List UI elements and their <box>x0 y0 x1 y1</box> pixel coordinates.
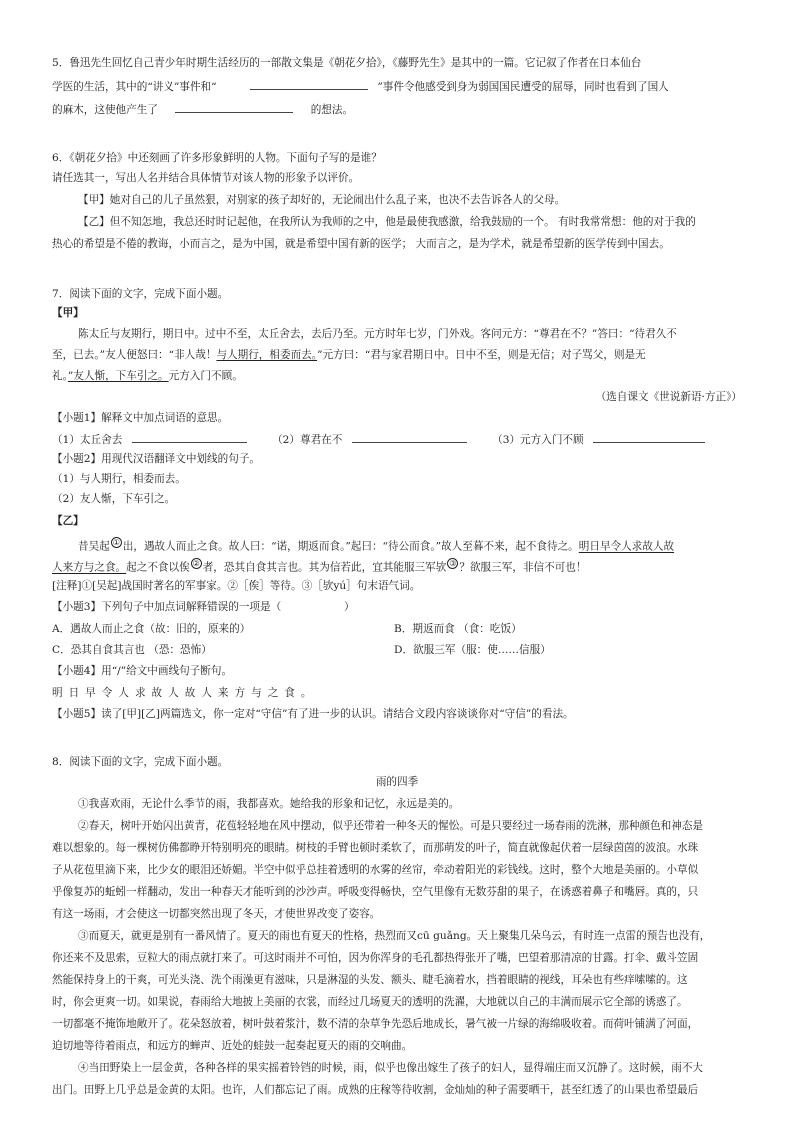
q7-underlined-sentence-3a: 明日早令人求故人故 <box>578 540 675 553</box>
q8-para-2-line-4: 乎像复苏的蚯蚓一样翻动，发出一种春天才能听到的沙沙声。呼吸变得畅快，空气里像有无数芬甜的果子，在诱惑着鼻子和嘴唇。真的，只 <box>52 886 699 898</box>
q8-para-1: ①我喜欢雨，无论什么季节的雨，我都喜欢。她给我的形象和记忆，永远是美的。 <box>78 798 460 810</box>
q8-para-3-line-4: 时，你会更爽一切。如果说，春雨给大地披上美丽的衣裳，而经过几场夏天的透明的洗濯，大地就以自己的丰满而展示它全部的诱惑了。 <box>52 996 688 1008</box>
q5-line-3-text-a: 的麻木，这使他产生了 <box>52 104 158 116</box>
q6-instruction: 请任选其一，写出人名并结合具体情节对该人物的形象予以评价。 <box>52 172 360 184</box>
q7-jia-line-3-text-b: 元方入门不顾。 <box>168 370 243 382</box>
q7-jia-line-3-text-a: 礼。 <box>52 370 68 382</box>
q7-sub1-blank-1[interactable] <box>132 432 247 443</box>
q7-sub3-option-b[interactable]: B．期返而食 （食：吃饭） <box>394 623 522 635</box>
q7-source: （选自课文《世说新语·方正》） <box>595 391 742 403</box>
q5-line-3-text-b: 的想法。 <box>310 104 354 116</box>
q7-jia-line-2 <box>52 348 646 362</box>
q7-sub3-option-c[interactable]: C．恐其自食其言也 （恐：恐怖） <box>52 644 212 656</box>
q7-sub1-blank-2[interactable] <box>352 432 467 443</box>
q7-sub1-item-3: （3）元方入门不顾 <box>492 434 584 446</box>
q7-sub2-item-2: （2）友人惭，下车引之。 <box>52 493 176 505</box>
q7-note-mark-2: ② <box>192 559 200 568</box>
q7-jia-label: 【甲】 <box>52 307 84 319</box>
q7-note-mark-3: ③ <box>449 559 457 568</box>
q7-sub3-close: ） <box>343 601 355 613</box>
q7-yi-line-2 <box>52 558 587 575</box>
q8-para-2-line-5: 有这一场雨，才会使这一切都突然出现了冬天，才使世界改变了姿容。 <box>52 908 381 920</box>
q7-jia-line-2-text-c: ”元方曰：“君与家君期日中。日中不至，则是无信；对子骂父，则是无 <box>317 349 646 361</box>
q7-jia-line-1: 陈太丘与友期行，期日中。过中不至，太丘舍去，去后乃至。元方时年七岁，门外戏。客问元方：“尊君在不？”答曰：“待君久不 <box>78 328 677 340</box>
q7-title: 7．阅读下面的文字，完成下面小题。 <box>52 288 229 300</box>
q7-sub1-title: 【小题1】解释文中加点词语的意思。 <box>52 412 229 424</box>
q7-sub5-title: 【小题5】读了[甲][乙]两篇选文，你一定对“守信”有了进一步的认识。请结合文段内容谈谈你对“守信”的看法。 <box>52 708 574 720</box>
q8-para-4-line-1: ④当田野染上一层金黄，各种各样的果实摇着铃铛的时候，雨，似乎也像出嫁生了孩子的妇人，显得端庄而又沉静了。这时候，雨不大 <box>78 1062 704 1074</box>
q8-essay-title: 雨的四季 <box>375 776 419 788</box>
q7-notes: [注释]①[吴起]战国时著名的军事家。②［俟］等待。③［欤yú］句末语气词。 <box>52 580 421 592</box>
q7-sub2-item-1: （1）与人期行，相委而去。 <box>52 473 186 485</box>
q5-line-1: 5．鲁迅先生回忆自己青少年时期生活经历的一部散文集是《朝花夕拾》，《藤野先生》是其中的一篇。它记叙了作者在日本仙台 <box>52 57 642 69</box>
q7-sub4-sentence: 明日早令人求故人故人来方与之食。 <box>52 687 318 699</box>
q7-jia-line-2-text-a: 至，已去。”友人便怒曰：“非人哉！ <box>52 349 217 361</box>
q7-yi-label: 【乙】 <box>52 515 84 527</box>
q6-title: 6．《朝花夕拾》中还刻画了许多形象鲜明的人物。下面句子写的是谁？ <box>52 152 382 164</box>
q7-yi-text-5: ？欲服三军，非信不可也！ <box>459 561 587 574</box>
q8-para-3-line-3: 然能保持身上的干爽，可光头浇、洗个雨澡更有滋味，只是淋湿的头发、额头、睫毛滴着水，挡着眼睛的视线，耳朵也有些痒嗦嗦的。这 <box>52 974 688 986</box>
q8-para-3-line-2: 你还来不及思索，豆粒大的雨点就打来了。可这时雨并不可怕，因为你浑身的毛孔都热得张开了嘴，巴望着那清凉的甘露。打伞、戴斗笠固 <box>52 952 699 964</box>
q7-yi-text-3: 起之不食以俟 <box>126 561 190 574</box>
q5-line-3 <box>52 102 353 117</box>
q8-para-3-line-1: ③而夏天，就更是别有一番风情了。夏天的雨也有夏天的性格，热烈而又cū guǎng。天上聚集几朵乌云，有时连一点雷的预告也没有， <box>78 930 711 942</box>
q7-yi-line-1 <box>78 537 674 554</box>
q7-sub4-title: 【小题4】用“/”给文中画线句子断句。 <box>52 665 233 677</box>
q7-sub3-option-a[interactable]: A．遇故人而止之食（故：旧的，原来的） <box>52 623 251 635</box>
q7-sub3-option-d[interactable]: D．欲服三军（服：使……信服） <box>394 644 551 656</box>
q7-sub1-item-1: （1）太丘舍去 <box>52 434 123 446</box>
q7-note-mark-1: ① <box>112 538 120 547</box>
q7-sub1-items <box>52 432 705 447</box>
q7-sub2-title: 【小题2】用现代汉语翻译文中划线的句子。 <box>52 453 261 465</box>
q8-para-2-line-2: 难以想象的。每一棵树仿佛都睁开特别明亮的眼睛。树枝的手臂也顿时柔软了，而那萌发的叶子，简直就像起伏着一层绿茵茵的波浪。水珠 <box>52 842 699 854</box>
q8-para-4-line-2: 出门。田野上几乎总是金黄的太阳。也许，人们都忘记了雨。成熟的庄稼等待收割，金灿灿的种子需要晒干，甚至红透了的山果也希望最后 <box>52 1084 699 1096</box>
q5-line-2-text-b: ”事件令他感受到身为弱国国民遭受的屈辱，同时也看到了国人 <box>377 81 669 93</box>
q7-sub3-text: 【小题3】下列句子中加点词解释错误的一项是（ <box>52 601 282 613</box>
q7-sub1-item-2: （2）尊君在不 <box>272 434 343 446</box>
q7-underlined-sentence-3b: 人来方与之食。 <box>52 561 127 574</box>
q5-line-2 <box>52 79 669 94</box>
q5-blank-idea[interactable] <box>175 102 293 113</box>
q6-option-yi-line-2: 热心的希望是不倦的教诲，小而言之，是为中国，就是希望中国有新的医学； 大而言之，是为学术，就是希望新的医学传到中国去。 <box>52 238 670 250</box>
q7-yi-text-2: 出，遇故人而止之食。故人曰：“诺，期返而食。”起曰：“待公而食。”故人至暮不来，起不食待之。 <box>122 540 579 553</box>
q7-jia-line-3 <box>52 369 243 383</box>
q5-line-2-text-a: 学医的生活，其中的“讲义”事件和“ <box>52 81 217 93</box>
q7-yi-text-4: 者，恐其自食其言也。其为信若此，宜其能服三军欤 <box>202 561 447 574</box>
q8-title: 8．阅读下面的文字，完成下面小题。 <box>52 756 229 768</box>
q8-para-3-line-5: 一切都毫不掩饰地敞开了。花朵怒放着，树叶鼓着浆汁，数不清的杂草争先恐后地成长，暑气被一片绿的海绵吸收着。而荷叶铺满了河面， <box>52 1018 699 1030</box>
q8-para-2-line-3: 子从花苞里滴下来，比少女的眼泪还娇媚。半空中似乎总挂着透明的水雾的丝帘，牵动着阳光的彩钱线。这时，整个大地是美丽的。小草似 <box>52 864 699 876</box>
q6-option-jia: 【甲】她对自己的儿子虽然狠，对别家的孩子却好的，无论闹出什么乱子来，也决不去告诉各人的父母。 <box>78 194 566 206</box>
q7-underlined-sentence-1: 与人期行，相委而去。 <box>216 349 318 361</box>
q7-sub1-blank-3[interactable] <box>593 432 705 443</box>
q8-para-2-line-1: ②春天，树叶开始闪出黄青，花苞轻轻地在风中摆动，似乎还带着一种冬天的惺忪。可是只要经过一场春雨的洗淋，那种颜色和神态是 <box>78 820 704 832</box>
q7-underlined-sentence-2: ”友人惭，下车引之。 <box>67 370 169 382</box>
q8-para-3-line-6: 迫切地等待着雨点，和远方的蝉声、近处的蛙鼓一起奏起夏天的雨的交响曲。 <box>52 1040 413 1052</box>
q7-yi-text-1: 昔吴起 <box>78 540 110 553</box>
q7-sub3-title <box>52 600 355 614</box>
q5-blank-event[interactable] <box>250 79 368 90</box>
q6-option-yi-line-1: 【乙】但不知怎地，我总还时时记起他，在我所认为我师的之中，他是最使我感激，给我鼓励的一个。 有时我常常想：他的对于我的 <box>78 216 696 228</box>
